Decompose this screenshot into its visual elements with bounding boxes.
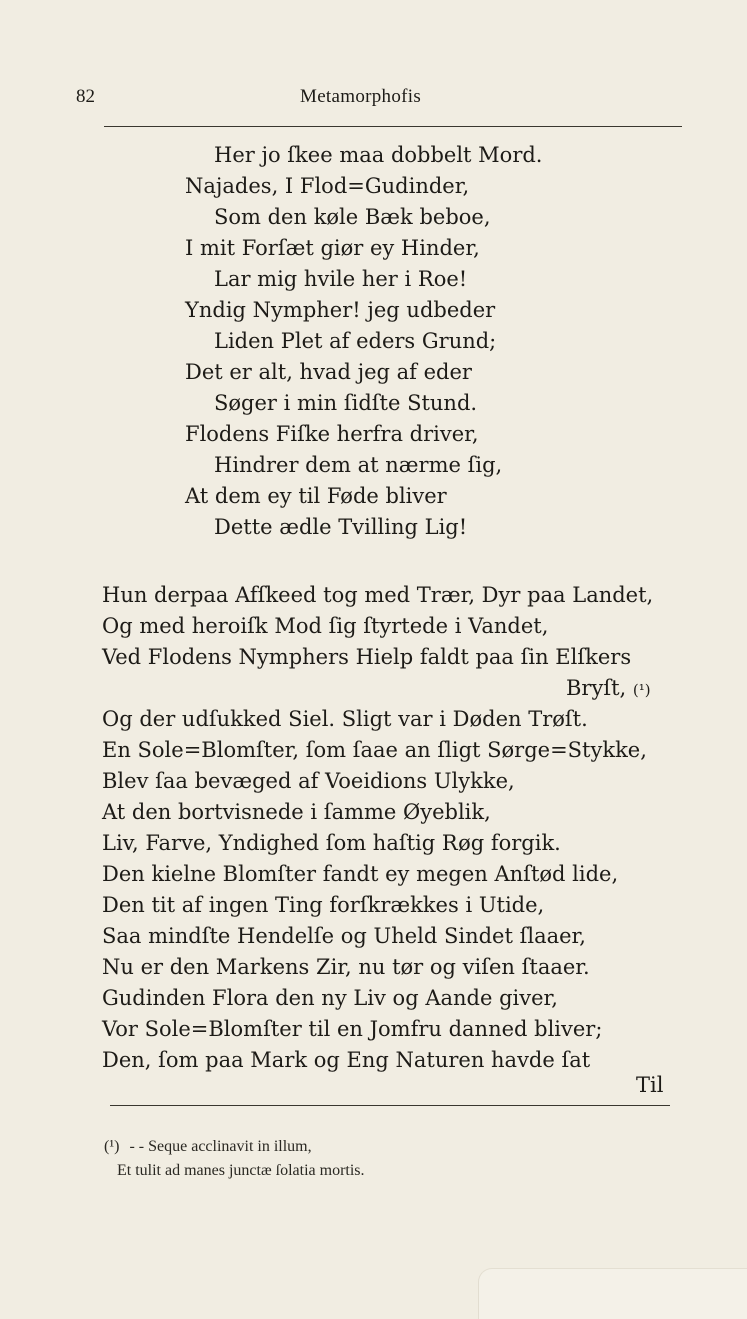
verse-line: Hun derpaa Afſkeed tog med Trær, Dyr paa Landet, (102, 583, 654, 607)
poem-line: Lar mig hvile her i Roe! (214, 267, 468, 291)
verse-line: Saa mindſte Hendelſe og Uheld Sindet ſlaaer, (102, 924, 586, 948)
verse-line: Og med heroiſk Mod ſig ſtyrtede i Vandet, (102, 614, 549, 638)
page-number: 82 (76, 86, 95, 107)
poem-line: Som den køle Bæk beboe, (214, 205, 491, 229)
verse-line: Ved Flodens Nymphers Hielp faldt paa ſin Elſkers (102, 645, 632, 669)
header-rule (104, 126, 682, 127)
poem-line: I mit Forſæt giør ey Hinder, (185, 236, 480, 260)
running-title: Metamorphofis (300, 86, 422, 107)
verse-line-continuation (566, 673, 651, 705)
catchword: Til (636, 1073, 664, 1097)
verse-line-text: Bryſt, (566, 676, 627, 700)
verse-line: At den bortvisnede i ſamme Øyeblik, (102, 800, 491, 824)
poem-line: At dem ey til Føde bliver (185, 484, 447, 508)
footnote-text-2: Et tulit ad manes junctæ ſolatia mortis. (117, 1162, 365, 1179)
poem-line: Najades, I Flod=Gudinder, (185, 174, 470, 198)
verse-line: Liv, Farve, Yndighed ſom haſtig Røg forgik. (102, 831, 561, 855)
footnote-marker: (¹) (104, 1138, 120, 1155)
poem-line: Yndig Nympher! jeg udbeder (185, 298, 496, 322)
poem-line: Søger i min ſidſte Stund. (214, 391, 478, 415)
poem-line: Liden Plet af eders Grund; (214, 329, 497, 353)
footnote-rule (110, 1105, 670, 1106)
verse-line: Blev ſaa bevæged af Voeidions Ulykke, (102, 769, 515, 793)
verse-line: En Sole=Blomſter, ſom ſaae an ſligt Sørge=Stykke, (102, 738, 647, 762)
poem-line: Det er alt, hvad jeg af eder (185, 360, 472, 384)
verse-line: Den tit af ingen Ting forſkrækkes i Utide, (102, 893, 545, 917)
verse-line: Gudinden Flora den ny Liv og Aande giver, (102, 986, 558, 1010)
poem-line: Dette ædle Tvilling Lig! (214, 515, 468, 539)
poem-line: Hindrer dem at nærme ſig, (214, 453, 503, 477)
footnote-text-1: - - Seque acclinavit in illum, (129, 1138, 312, 1155)
footnote-reference: (¹) (632, 681, 651, 699)
verse-line: Vor Sole=Blomſter til en Jomfru danned bliver; (102, 1017, 603, 1041)
verse-line: Den, ſom paa Mark og Eng Naturen havde ſat (102, 1048, 591, 1072)
verse-line: Den kielne Blomſter fandt ey megen Anſtød lide, (102, 862, 619, 886)
paper-mark (478, 1268, 747, 1319)
poem-line: Flodens Fiſke herfra driver, (185, 422, 479, 446)
verse-line: Og der udſukked Siel. Sligt var i Døden Trøſt. (102, 707, 588, 731)
poem-line: Her jo ſkee maa dobbelt Mord. (214, 143, 543, 167)
verse-line: Nu er den Markens Zir, nu tør og viſen ſtaaer. (102, 955, 590, 979)
footnote-line-1 (104, 1138, 312, 1156)
